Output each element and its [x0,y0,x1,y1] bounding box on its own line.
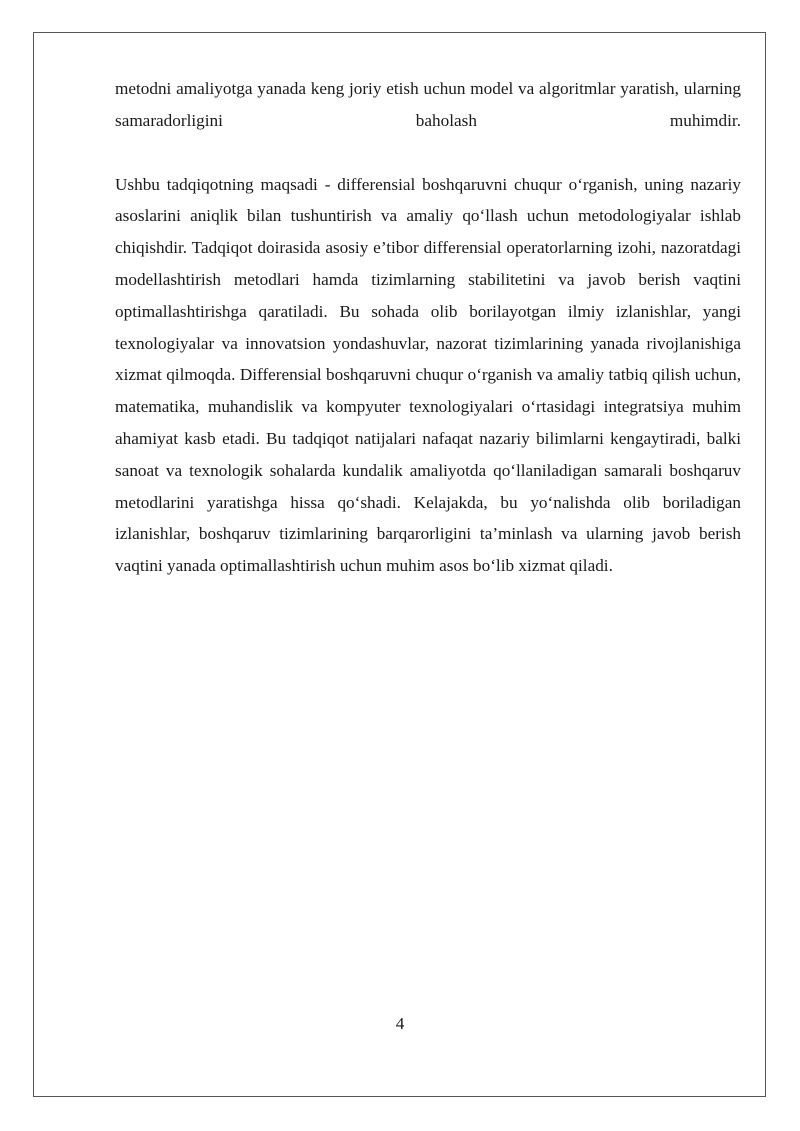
page-number: 4 [395,1014,405,1033]
paragraph-continuation: metodni amaliyotga yanada keng joriy etish uchun model va algoritmlar yaratish, ularning samaradorligini baholash muhimdir. [115,79,741,130]
body-text [115,73,741,582]
paragraph-research-aim: Ushbu tadqiqotning maqsadi - differensial boshqaruvni chuqur o‘rganish, uning nazariy asoslarini aniqlik bilan tushuntirish va amaliy qo‘llash uchun metodologiyalar ishlab chiqishdir. Tadqiqot doirasida asosiy e’tibor differensial operatorlarning izohi, nazoratdagi modellashtirish metodlari hamda tizimlarning stabilitetini va javob berish vaqtini optimallashtirishga qaratiladi. Bu sohada olib borilayotgan ilmiy izlanishlar, yangi texnologiyalar va innovatsion yondashuvlar, nazorat tizimlarining yanada rivojlanishiga xizmat qilmoqda. Differensial boshqaruvni chuqur o‘rganish va amaliy tatbiq qilish uchun, matematika, muhandislik va kompyuter texnologiyalari o‘rtasidagi integratsiya muhim ahamiyat kasb etadi. Bu tadqiqot natijalari nafaqat nazariy bilimlarni kengaytiradi, balki sanoat va texnologik sohalarda kundalik amaliyotda qo‘llaniladigan samarali boshqaruv metodlarini yaratishga hissa qo‘shadi. Kelajakda, bu yo‘nalishda olib boriladigan izlanishlar, boshqaruv tizimlarining barqarorligini ta’minlash va ularning javob berish vaqtini yanada optimallashtirish uchun muhim asos bo‘lib xizmat qiladi. [115,174,741,576]
